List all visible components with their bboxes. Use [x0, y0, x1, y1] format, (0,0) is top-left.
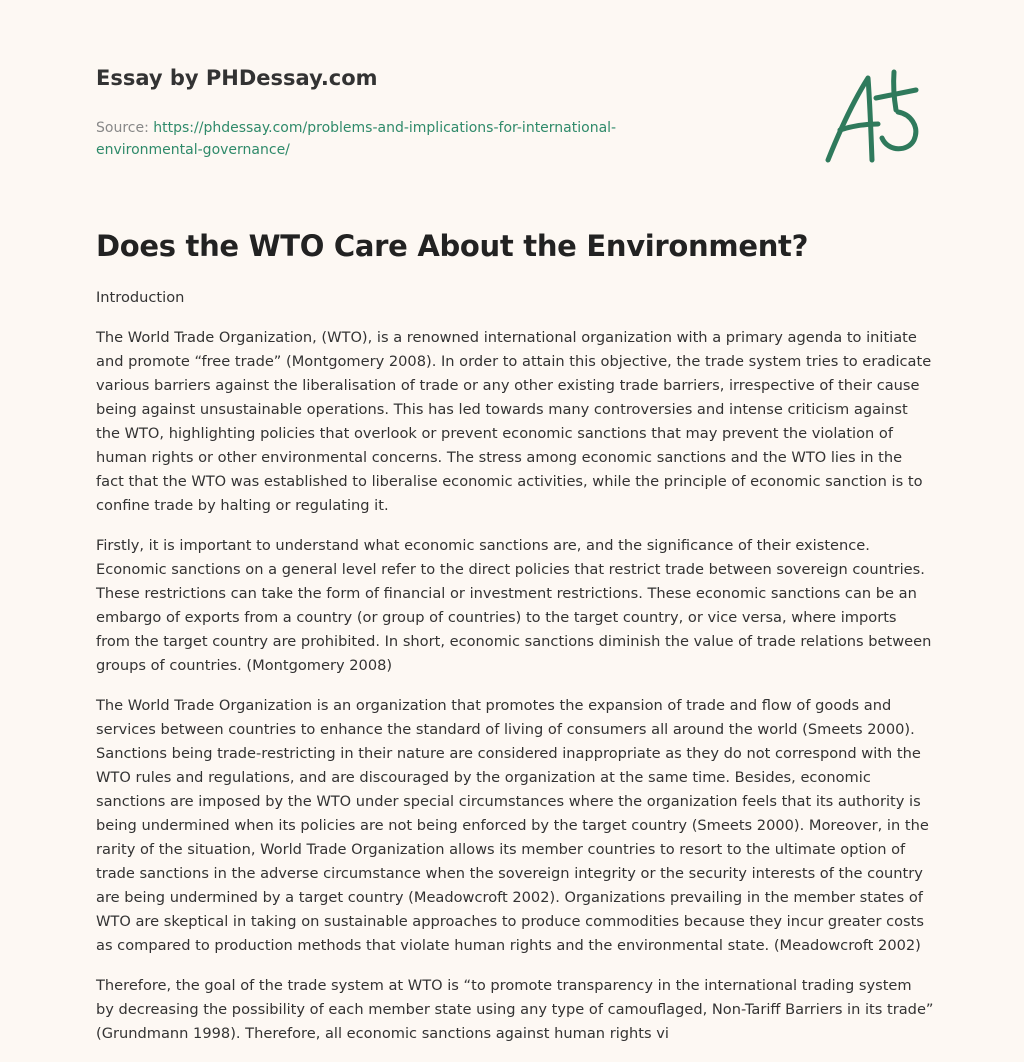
paragraph: Firstly, it is important to understand what economic sanctions are, and the significance of their existence. Economic sanctions on a general level refer to the direct policies that restrict trade between sovereign countries. These restrictions can take the form of financial or investment restrictions. These economic sanctions can be an embargo of exports from a country (or group of countries) to the target country, or vice versa, where imports from the target country are prohibited. In short, economic sanctions diminish the value of trade relations between groups of countries. (Montgomery 2008)	[96, 537, 932, 674]
paragraph: The World Trade Organization is an organization that promotes the expansion of trade and flow of goods and services between countries to enhance the standard of living of consumers all around the world (Smeets 2000). Sanctions being trade-restricting in their nature are considered inappropriate as they do not correspond with the WTO rules and regulations, and are discouraged by the organization at the same time. Besides, economic sanctions are imposed by the WTO under special circumstances where the organization feels that its authority is being undermined when its policies are not being enforced by the target country (Smeets 2000). Moreover, in the rarity of the situation, World Trade Organization allows its member countries to resort to the ultimate option of trade sanctions in the adverse circumstance when the sovereign integrity or the security interests of the country are being undermined by a target country (Meadowcroft 2002). Organizations prevailing in the member states of WTO are skeptical in taking on sustainable approaches to produce commodities because they incur greater costs as compared to production methods that violate human rights and the environmental state. (Meadowcroft 2002)	[96, 697, 929, 954]
page-header	[96, 64, 696, 161]
source-link-line-2: environmental-governance/	[96, 142, 290, 158]
site-brand: Essay by PHDessay.com	[96, 66, 378, 90]
essay-body	[96, 286, 934, 1062]
source-label: Source:	[96, 120, 149, 136]
section-heading: Introduction	[96, 289, 185, 306]
paragraph: The World Trade Organization, (WTO), is a renowned international organization with a primary agenda to initiate and promote “free trade” (Montgomery 2008). In order to attain this objective, the trade system tries to eradicate various barriers against the liberalisation of trade or any other existing trade barriers, irrespective of their cause being against unsustainable operations. This has led towards many controversies and intense criticism against the WTO, highlighting policies that overlook or prevent economic sanctions that may prevent the violation of human rights or other environmental concerns. The stress among economic sanctions and the WTO lies in the fact that the WTO was established to liberalise economic activities, while the principle of economic sanction is to confine trade by halting or regulating it.	[96, 329, 932, 514]
a-plus-grade-icon	[818, 64, 930, 168]
paragraph: Therefore, the goal of the trade system at WTO is “to promote transparency in the international trading system by decreasing the possibility of each member state using any type of camouflaged, Non-Tariff Barriers in its trade” (Grundmann 1998). Therefore, all economic sanctions against human rights vi	[96, 977, 934, 1042]
source-link[interactable]	[96, 120, 616, 158]
essay-title: Does the WTO Care About the Environment?	[96, 229, 809, 263]
source-link-line-1: https://phdessay.com/problems-and-implications-for-international-	[153, 120, 617, 136]
source-line	[96, 117, 656, 161]
